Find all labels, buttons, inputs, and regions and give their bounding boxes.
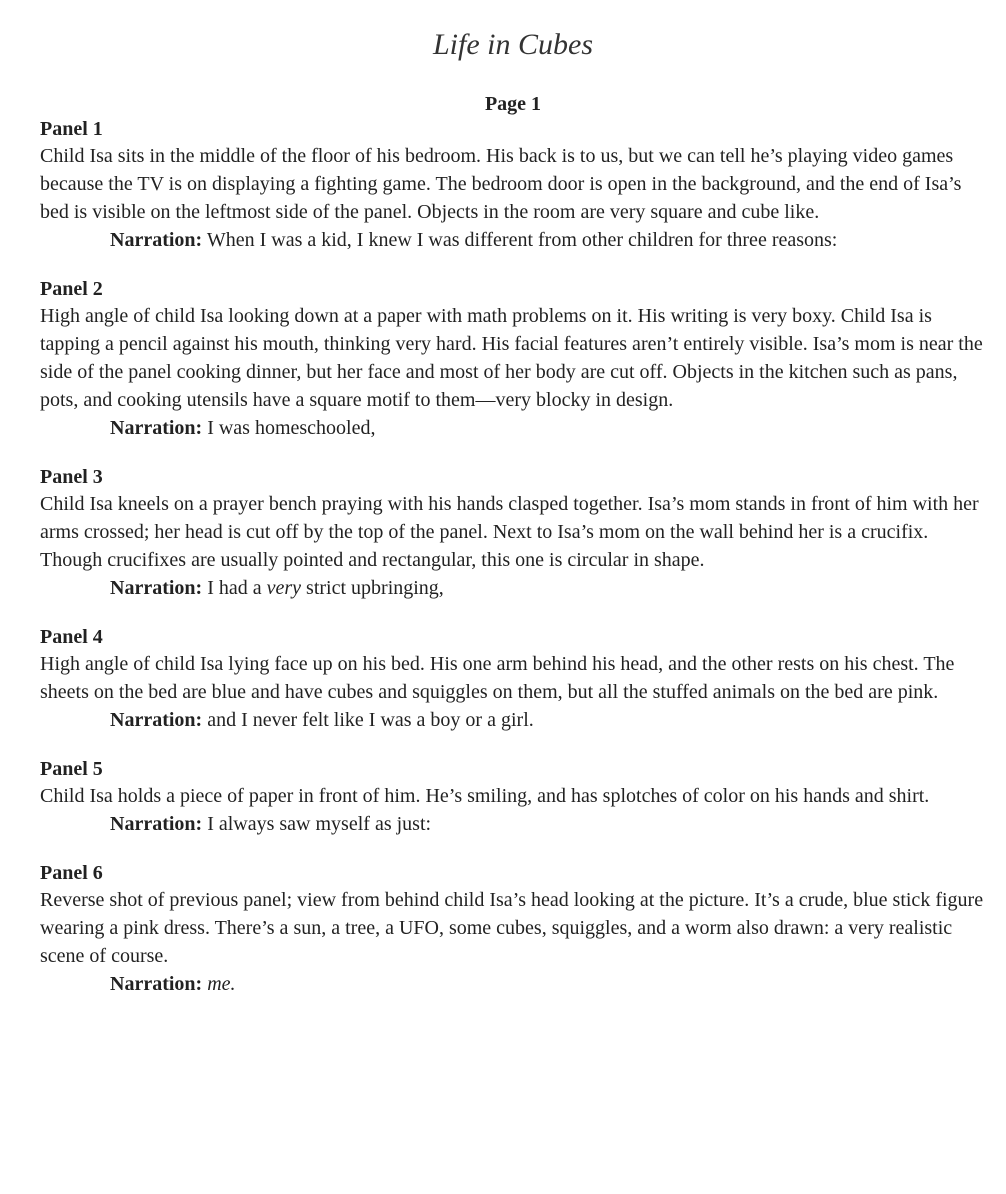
panel-3 [40, 464, 986, 602]
narration-text: I was homeschooled, [207, 417, 376, 439]
narration-label: Narration: [110, 229, 203, 251]
narration-text: I had a [207, 577, 267, 599]
page-heading: Page 1 [484, 93, 542, 115]
panel-heading: Panel 4 [40, 626, 103, 648]
panel-description: Reverse shot of previous panel; view from behind child Isa’s head looking at the picture. It’s a crude, blue stick figure wearing a pink dress. There’s a sun, a tree, a UFO, some cubes, squiggles, and a worm also drawn: a very realistic scene of course. [40, 889, 984, 967]
panel-1 [40, 116, 986, 254]
narration-label: Narration: [110, 973, 203, 995]
panel-6 [40, 860, 986, 998]
narration-line [110, 414, 986, 442]
panel-description: Child Isa sits in the middle of the floor of his bedroom. His back is to us, but we can tell he’s playing video games because the TV is on displaying a fighting game. The bedroom door is open in the background, and the end of Isa’s bed is visible on the leftmost side of the panel. Objects in the room are very square and cube like. [40, 145, 962, 223]
narration-line [110, 226, 986, 254]
narration-line [110, 574, 986, 602]
narration-line [110, 706, 986, 734]
narration-label: Narration: [110, 577, 203, 599]
narration-line [110, 970, 986, 998]
narration-emphasis: very [266, 577, 302, 599]
panel-heading: Panel 2 [40, 278, 103, 300]
panel-description: High angle of child Isa lying face up on his bed. His one arm behind his head, and the other rests on his chest. The sheets on the bed are blue and have cubes and squiggles on them, but all the stuffed animals on the bed are pink. [40, 653, 955, 703]
document-title: Life in Cubes [432, 28, 593, 61]
narration-text-after: strict upbringing, [301, 577, 444, 599]
panel-description: High angle of child Isa looking down at a paper with math problems on it. His writing is very boxy. Child Isa is tapping a pencil against his mouth, thinking very hard. His facial features aren’t entirely visible. Isa’s mom is near the side of the panel cooking dinner, but her face and most of her body are cut off. Objects in the kitchen such as pans, pots, and cooking utensils have a square motif to them—very blocky in design. [40, 305, 983, 411]
panel-heading: Panel 5 [40, 758, 103, 780]
narration-text: and I never felt like I was a boy or a girl. [207, 709, 534, 731]
panel-heading: Panel 3 [40, 466, 103, 488]
panel-4 [40, 624, 986, 734]
panel-heading: Panel 6 [40, 862, 103, 884]
narration-label: Narration: [110, 709, 203, 731]
narration-text: I always saw myself as just: [207, 813, 432, 835]
narration-text: When I was a kid, I knew I was different from other children for three reasons: [206, 229, 838, 251]
narration-label: Narration: [110, 417, 203, 439]
narration-emphasis: me. [207, 973, 236, 995]
panel-5 [40, 756, 986, 838]
panel-2 [40, 276, 986, 442]
panel-description: Child Isa kneels on a prayer bench praying with his hands clasped together. Isa’s mom stands in front of him with her arms crossed; her head is cut off by the top of the panel. Next to Isa’s mom on the wall behind her is a crucifix. Though crucifixes are usually pointed and rectangular, this one is circular in shape. [40, 493, 979, 571]
narration-label: Narration: [110, 813, 203, 835]
panel-description: Child Isa holds a piece of paper in front of him. He’s smiling, and has splotches of color on his hands and shirt. [40, 785, 930, 807]
narration-line [110, 810, 986, 838]
panel-heading: Panel 1 [40, 118, 103, 140]
